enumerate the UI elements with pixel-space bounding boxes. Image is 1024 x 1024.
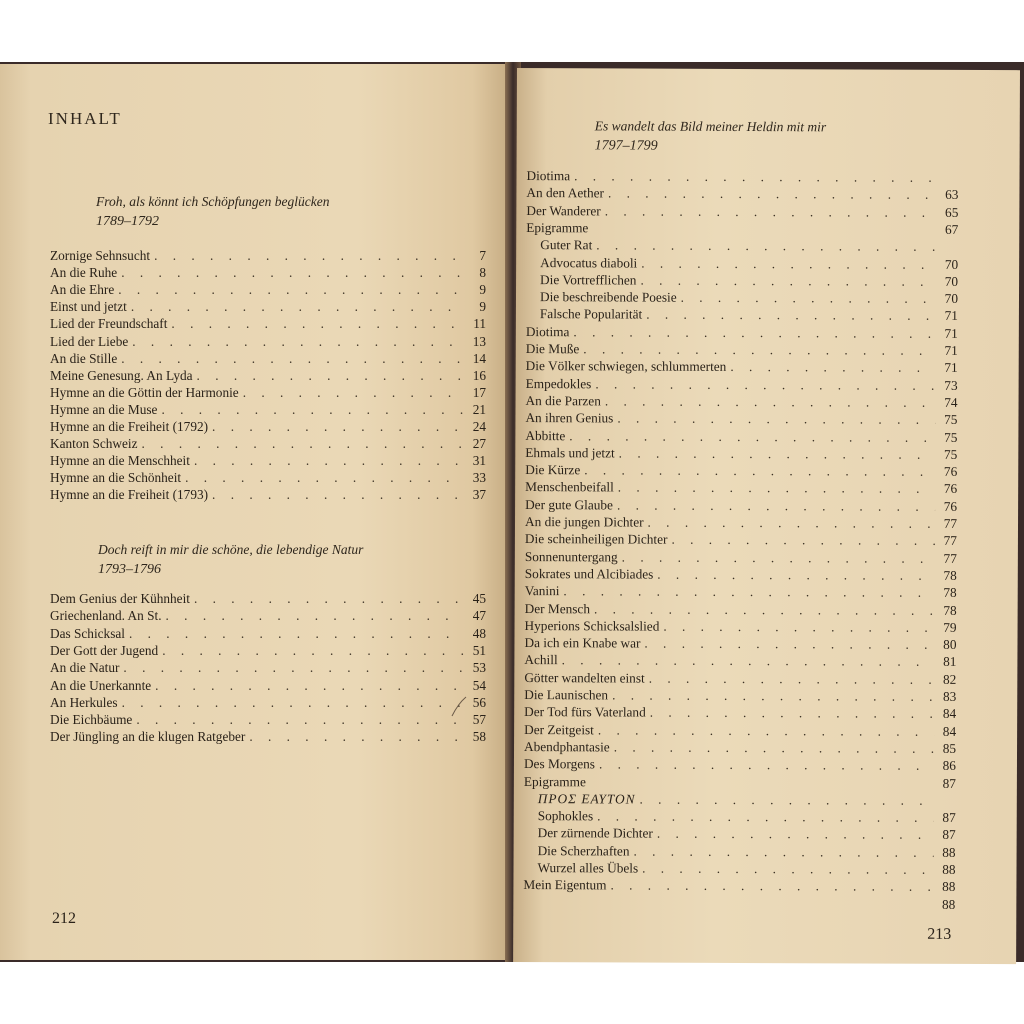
toc-entry bbox=[526, 324, 958, 343]
toc-entry-page: 53 bbox=[472, 660, 486, 676]
toc-entry-title: An die Parzen bbox=[525, 392, 601, 409]
toc-entry bbox=[50, 368, 486, 385]
dot-leader bbox=[657, 826, 934, 843]
toc-entry-title: Falsche Popularität bbox=[539, 306, 643, 322]
toc-entry-page: 75 bbox=[944, 412, 958, 428]
toc-entry bbox=[524, 791, 956, 810]
toc-entry bbox=[50, 265, 486, 282]
toc-entry-page: 87 bbox=[942, 775, 956, 791]
toc-entry-title: Die Muße bbox=[525, 341, 580, 357]
toc-entry-page: 9 bbox=[479, 299, 486, 315]
toc-entry-page: 31 bbox=[472, 453, 486, 469]
toc-entry-title: Der Tod fürs Vaterland bbox=[524, 704, 646, 720]
toc-entry-title: Sophokles bbox=[537, 808, 594, 824]
dot-leader bbox=[617, 497, 935, 514]
dot-leader bbox=[123, 660, 464, 676]
dot-leader bbox=[633, 843, 933, 860]
toc-entry bbox=[50, 695, 486, 712]
dot-leader bbox=[563, 583, 934, 601]
dot-leader bbox=[605, 393, 936, 410]
toc-entry-page: 81 bbox=[943, 654, 957, 670]
toc-entry bbox=[524, 756, 956, 775]
dot-leader bbox=[161, 402, 464, 418]
dot-leader bbox=[648, 515, 936, 532]
dot-leader bbox=[590, 786, 934, 788]
toc-entry bbox=[50, 591, 486, 608]
toc-entry bbox=[524, 652, 956, 671]
section-heading-1-years: 1789–1792 bbox=[96, 214, 159, 229]
toc-entry bbox=[526, 168, 958, 187]
toc-entry-title: Der Wanderer bbox=[526, 202, 601, 218]
toc-entry-title: Die Völker schwiegen, schlummerten bbox=[525, 358, 727, 375]
right-page bbox=[513, 68, 1020, 964]
toc-entry-title: Da ich ein Knabe war bbox=[524, 635, 641, 651]
toc-entry-title: Wurzel alles Übels bbox=[537, 860, 639, 876]
toc-entry-title: Diotima bbox=[525, 323, 570, 339]
toc-entry bbox=[524, 774, 956, 793]
dot-leader bbox=[194, 453, 464, 469]
toc-entry bbox=[526, 272, 958, 291]
toc-entry-page: 14 bbox=[472, 350, 486, 366]
toc-entry-page: 77 bbox=[943, 550, 957, 566]
toc-entry bbox=[50, 385, 486, 402]
dot-leader bbox=[610, 878, 933, 895]
section-heading-3-text: Es wandelt das Bild meiner Heldin mit mir bbox=[594, 118, 827, 135]
dot-leader bbox=[646, 307, 936, 324]
toc-entry-title: Hymne an die Freiheit (1793) bbox=[50, 487, 209, 503]
toc-entry-title: Diotima bbox=[526, 168, 571, 184]
dot-leader bbox=[650, 705, 935, 722]
toc-entry-title: Der Gott der Jugend bbox=[50, 642, 159, 658]
toc-entry bbox=[526, 376, 958, 395]
toc-entry bbox=[50, 608, 486, 625]
dot-leader bbox=[171, 316, 464, 332]
dot-leader bbox=[617, 411, 935, 428]
dot-leader bbox=[562, 653, 935, 671]
dot-leader bbox=[605, 203, 937, 220]
dot-leader bbox=[131, 299, 464, 315]
toc-entry bbox=[526, 289, 958, 308]
dot-leader bbox=[619, 445, 936, 462]
toc-entry-title: Die Eichbäume bbox=[50, 712, 133, 728]
toc-entry bbox=[50, 660, 486, 677]
toc-entry-title: Lied der Freundschaft bbox=[50, 316, 168, 332]
toc-entry-page: 17 bbox=[472, 384, 486, 400]
toc-entry-title: Der gute Glaube bbox=[525, 496, 614, 513]
dot-leader bbox=[599, 757, 934, 774]
dot-leader bbox=[162, 643, 464, 659]
toc-entry bbox=[525, 428, 957, 447]
toc-entry-title: Hymne an die Göttin der Harmonie bbox=[50, 384, 239, 400]
toc-entry bbox=[50, 729, 486, 746]
dot-leader bbox=[618, 480, 935, 497]
toc-entry-page: 7 bbox=[479, 248, 486, 263]
toc-entry bbox=[525, 445, 957, 464]
toc-entry-title: Der Mensch bbox=[524, 600, 591, 616]
toc-entry-title: Die beschreibende Poesie bbox=[539, 289, 677, 305]
toc-entry bbox=[524, 704, 956, 723]
toc-entry bbox=[524, 670, 956, 689]
toc-entry-page: 21 bbox=[472, 401, 486, 417]
toc-entry-title: An die Natur bbox=[50, 660, 120, 676]
toc-entry bbox=[524, 808, 956, 827]
toc-entry-page: 54 bbox=[472, 677, 486, 693]
toc-entry-page: 78 bbox=[943, 585, 957, 601]
toc-entry-title: Griechenland. An St. bbox=[50, 608, 162, 624]
dot-leader bbox=[612, 687, 934, 704]
toc-entry bbox=[523, 895, 955, 914]
toc-entry bbox=[50, 712, 486, 729]
toc-entry-title: An die Ehre bbox=[50, 282, 115, 298]
dot-leader bbox=[598, 722, 934, 739]
toc-entry-page: 70 bbox=[944, 273, 959, 289]
dot-leader bbox=[185, 470, 464, 486]
toc-entry-title: An die jungen Dichter bbox=[524, 514, 644, 530]
toc-entry-title: Der Jüngling an die klugen Ratgeber bbox=[50, 729, 246, 745]
toc-entry-page: 70 bbox=[944, 256, 959, 272]
toc-entry-page: 88 bbox=[942, 879, 956, 895]
toc-entry bbox=[524, 739, 956, 758]
toc-entry-title: Des Morgens bbox=[523, 756, 596, 772]
dot-leader bbox=[594, 601, 935, 618]
toc-entry bbox=[525, 601, 957, 620]
dot-leader bbox=[243, 385, 464, 401]
toc-entry-title: Sonnenuntergang bbox=[524, 548, 618, 565]
dot-leader bbox=[573, 324, 935, 342]
toc-entry-title: Die Vortrefflichen bbox=[540, 271, 637, 288]
toc-entry-title: Meine Genesung. An Lyda bbox=[50, 367, 193, 383]
toc-entry bbox=[50, 402, 486, 419]
toc-entry-title: An die Stille bbox=[50, 350, 118, 366]
dot-leader bbox=[118, 282, 464, 298]
toc-entry bbox=[526, 358, 958, 377]
dot-leader bbox=[596, 238, 936, 255]
toc-entry bbox=[524, 687, 956, 706]
dot-leader bbox=[583, 341, 936, 359]
toc-entry bbox=[525, 497, 957, 516]
dot-leader bbox=[132, 334, 464, 350]
toc-entry-page: 87 bbox=[942, 809, 956, 826]
contents-header: INHALT bbox=[48, 109, 122, 128]
toc-entry bbox=[525, 479, 957, 498]
dot-leader bbox=[592, 232, 936, 234]
dot-leader bbox=[584, 462, 935, 480]
toc-entry-title: Sokrates und Alcibiades bbox=[524, 565, 654, 582]
toc-entry bbox=[525, 566, 957, 585]
page-number-left: 212 bbox=[52, 910, 76, 927]
toc-entry bbox=[50, 316, 486, 333]
dot-leader bbox=[608, 186, 937, 203]
toc-entry bbox=[526, 185, 958, 204]
dot-leader bbox=[597, 808, 934, 825]
toc-entry-title: ΠΡΟΣ ΕΑΥΤΟΝ bbox=[537, 790, 636, 807]
toc-entry-page: 71 bbox=[944, 360, 958, 376]
toc-entry bbox=[525, 462, 957, 481]
toc-entry bbox=[50, 453, 486, 470]
toc-entry bbox=[50, 351, 486, 368]
toc-entry-title: Die Kürze bbox=[525, 462, 581, 478]
toc-entry bbox=[50, 299, 486, 316]
dot-leader bbox=[249, 729, 464, 745]
toc-entry-page: 73 bbox=[944, 377, 958, 393]
dot-leader bbox=[644, 636, 934, 653]
toc-entry-title: Epigramme bbox=[523, 773, 586, 789]
toc-entry bbox=[526, 393, 958, 412]
dot-leader bbox=[671, 532, 935, 549]
dot-leader bbox=[122, 695, 464, 711]
toc-entry-title: An ihren Genius bbox=[525, 410, 614, 426]
toc-entry-title: Abbitte bbox=[525, 427, 566, 443]
toc-entry bbox=[526, 255, 958, 274]
section-heading-3-years: 1797–1799 bbox=[594, 138, 658, 154]
toc-entry-title: Empedokles bbox=[525, 375, 592, 391]
toc-entry-page: 11 bbox=[473, 316, 486, 332]
toc-entry bbox=[525, 410, 957, 429]
dot-leader bbox=[641, 255, 936, 272]
toc-entry bbox=[526, 306, 958, 325]
toc-entry-page: 85 bbox=[942, 740, 957, 756]
open-book bbox=[0, 62, 1024, 962]
toc-entry-page: 78 bbox=[943, 602, 957, 618]
toc-entry-page: 27 bbox=[472, 436, 486, 452]
page-number-right: 213 bbox=[927, 925, 952, 943]
section-heading-2 bbox=[98, 540, 363, 580]
toc-entry-title: Einst und jetzt bbox=[50, 299, 127, 315]
toc-entry bbox=[524, 843, 956, 862]
dot-leader bbox=[136, 712, 464, 728]
toc-entry-page: 88 bbox=[942, 861, 956, 877]
dot-leader bbox=[681, 290, 936, 307]
toc-entry-page: 80 bbox=[943, 636, 957, 653]
toc-entry bbox=[525, 549, 957, 568]
toc-entry bbox=[50, 626, 486, 643]
toc-entry-title: Lied der Liebe bbox=[50, 333, 129, 349]
toc-entry-page: 8 bbox=[479, 265, 486, 281]
toc-entry bbox=[50, 334, 486, 351]
dot-leader bbox=[649, 670, 935, 687]
toc-entry bbox=[525, 618, 957, 637]
toc-entry-title: Vanini bbox=[524, 583, 560, 599]
toc-entry-page: 57 bbox=[472, 712, 486, 728]
toc-entry-page: 70 bbox=[944, 290, 959, 307]
toc-entry-title: Hyperions Schicksalslied bbox=[524, 617, 660, 634]
toc-entry bbox=[50, 419, 486, 436]
dot-leader bbox=[614, 739, 934, 756]
toc-entry bbox=[50, 248, 486, 265]
toc-entry bbox=[50, 678, 486, 695]
toc-entry bbox=[526, 203, 958, 222]
toc-entry bbox=[50, 487, 486, 504]
toc-entry-title: An die Unerkannte bbox=[50, 677, 152, 693]
toc-entry-page: 77 bbox=[943, 515, 958, 531]
dot-leader bbox=[642, 861, 933, 878]
toc-entry bbox=[525, 531, 957, 550]
toc-entry-page: 24 bbox=[472, 419, 486, 434]
toc-entry-title: Der Zeitgeist bbox=[524, 721, 594, 737]
toc-entry-page: 75 bbox=[943, 446, 958, 462]
dot-leader bbox=[622, 549, 935, 566]
pencil-mark bbox=[448, 694, 470, 720]
toc-entry bbox=[524, 722, 956, 741]
dot-leader bbox=[657, 567, 935, 584]
dot-leader bbox=[197, 368, 464, 384]
toc-entry-title: Mein Eigentum bbox=[523, 877, 607, 893]
toc-entry-page: 67 bbox=[944, 221, 959, 237]
toc-entry-title: Hymne an die Schönheit bbox=[50, 470, 182, 486]
toc-entry-page: 71 bbox=[944, 325, 958, 341]
dot-leader bbox=[121, 265, 464, 281]
toc-entry-page: 88 bbox=[942, 844, 956, 860]
toc-entry-title: Hymne an die Freiheit (1792) bbox=[50, 419, 209, 434]
toc-entry-page: 58 bbox=[472, 729, 486, 745]
toc-entry bbox=[526, 341, 958, 360]
dot-leader bbox=[155, 678, 464, 694]
toc-entry-page: 84 bbox=[942, 706, 957, 722]
toc-entry-page: 77 bbox=[943, 533, 957, 549]
toc-entry-title: Kanton Schweiz bbox=[50, 436, 138, 452]
toc-entry-page: 76 bbox=[943, 463, 958, 480]
toc-entry-page: 71 bbox=[944, 308, 958, 324]
toc-entry-page: 13 bbox=[472, 333, 486, 349]
toc-entry-title: Ehmals und jetzt bbox=[525, 444, 615, 461]
toc-entry-title: An Herkules bbox=[50, 694, 118, 710]
dot-leader bbox=[595, 376, 935, 393]
toc-entry-title: Advocatus diaboli bbox=[540, 254, 638, 271]
toc-entry-title: Die scheinheiligen Dichter bbox=[524, 531, 668, 547]
toc-entry bbox=[50, 643, 486, 660]
toc-entry-page: 51 bbox=[472, 642, 486, 658]
section-heading-2-text: Doch reift in mir die schöne, die lebendige Natur bbox=[98, 542, 364, 557]
toc-entry-page: 37 bbox=[472, 487, 486, 503]
toc-entry-page: 71 bbox=[944, 342, 958, 358]
dot-leader bbox=[129, 626, 464, 642]
section-heading-3 bbox=[595, 116, 827, 157]
toc-entry-page: 88 bbox=[942, 896, 956, 912]
toc-entry-page: 65 bbox=[945, 204, 959, 220]
dot-leader bbox=[640, 791, 934, 808]
dot-leader bbox=[166, 608, 464, 624]
toc-entry-title: Der zürnende Dichter bbox=[537, 825, 653, 841]
toc-entry bbox=[526, 220, 958, 239]
dot-leader bbox=[663, 618, 934, 635]
toc-entry-title: Zornige Sehnsucht bbox=[50, 248, 151, 263]
toc-entry-page: 48 bbox=[472, 625, 486, 641]
toc-entry-page: 76 bbox=[943, 481, 958, 497]
left-page bbox=[0, 64, 508, 960]
toc-entry bbox=[524, 635, 956, 654]
toc-entry-title: Dem Genius der Kühnheit bbox=[50, 591, 190, 606]
dot-leader bbox=[730, 359, 935, 376]
toc-entry bbox=[524, 825, 956, 844]
toc-entry-title: Abendphantasie bbox=[524, 738, 610, 755]
toc-entry-page: 78 bbox=[943, 567, 957, 583]
section-heading-1-text: Froh, als könnt ich Schöpfungen beglücken bbox=[96, 194, 330, 209]
toc-entry bbox=[525, 583, 957, 602]
toc-entry-page: 56 bbox=[472, 694, 486, 710]
section-heading-2-years: 1793–1796 bbox=[98, 562, 161, 577]
toc-entry-title: Guter Rat bbox=[540, 237, 593, 253]
toc-entry-title: Hymne an die Muse bbox=[50, 401, 158, 417]
toc-entry-page: 9 bbox=[479, 282, 486, 298]
toc-entry-title: Das Schicksal bbox=[50, 625, 125, 641]
toc-entry-page: 63 bbox=[945, 187, 959, 203]
toc-entry-title: An den Aether bbox=[526, 185, 605, 201]
toc-entry-title: Die Launischen bbox=[524, 687, 609, 703]
toc-list-3 bbox=[523, 168, 959, 912]
dot-leader bbox=[121, 351, 464, 367]
dot-leader bbox=[574, 168, 936, 186]
toc-entry-page: 45 bbox=[472, 591, 486, 606]
toc-entry bbox=[50, 282, 486, 299]
toc-entry-title: Epigramme bbox=[526, 219, 589, 236]
toc-entry-page: 16 bbox=[472, 367, 486, 383]
toc-entry-page: 33 bbox=[472, 470, 486, 486]
dot-leader bbox=[569, 428, 935, 446]
toc-entry-title: Achill bbox=[524, 652, 558, 668]
toc-entry-title: Götter wandelten einst bbox=[524, 669, 645, 686]
dot-leader bbox=[527, 907, 933, 909]
toc-entry-page: 84 bbox=[942, 723, 957, 739]
toc-entry bbox=[526, 237, 958, 256]
dot-leader bbox=[142, 436, 464, 452]
dot-leader bbox=[194, 591, 464, 607]
section-heading-1 bbox=[96, 192, 329, 232]
toc-entry-page: 79 bbox=[943, 619, 957, 635]
toc-entry-title: An die Ruhe bbox=[50, 265, 118, 281]
dot-leader bbox=[154, 248, 464, 264]
toc-entry bbox=[50, 436, 486, 453]
toc-entry-page: 82 bbox=[943, 671, 957, 687]
toc-entry-page: 47 bbox=[472, 608, 486, 624]
dot-leader bbox=[212, 419, 464, 435]
toc-entry bbox=[523, 860, 955, 879]
toc-entry-page: 76 bbox=[943, 498, 958, 514]
toc-entry-page: 87 bbox=[942, 827, 956, 843]
toc-entry-title: Menschenbeifall bbox=[525, 479, 614, 495]
toc-entry-title: Hymne an die Menschheit bbox=[50, 453, 190, 469]
dot-leader bbox=[212, 487, 464, 503]
dot-leader bbox=[640, 272, 936, 289]
toc-entry bbox=[525, 514, 957, 533]
toc-entry-page: 83 bbox=[942, 688, 957, 704]
toc-entry-page: 75 bbox=[944, 429, 958, 445]
toc-entry bbox=[50, 470, 486, 487]
toc-entry-title: Die Scherzhaften bbox=[537, 842, 630, 859]
toc-entry bbox=[523, 877, 955, 896]
toc-entry-page: 74 bbox=[944, 394, 958, 410]
toc-entry-page: 86 bbox=[942, 758, 956, 774]
